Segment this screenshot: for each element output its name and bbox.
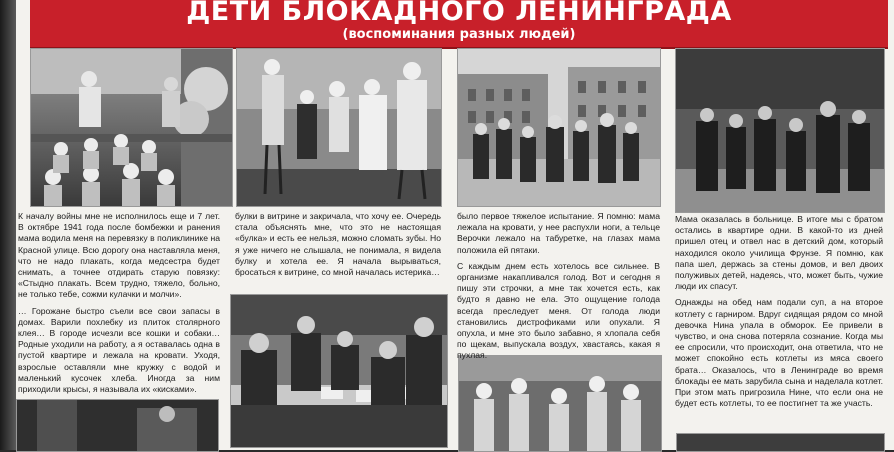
photo-bottom-right: [676, 433, 885, 452]
photo-children-hospital: [236, 48, 442, 207]
photo-children-street: [457, 48, 661, 207]
story-paragraph: булки в витрине и закричала, что хочу ее. Очередь стала объяснять мне, что это не настоящая «булка» и есть ее нельзя, можно сломать зубы. Но я уже ничего не слышала, не понимала, я видела булку и хотела ее. Я начала вырываться, бросаться к витрине, со мной началась истерика…: [235, 211, 441, 278]
photo-children-at-table: [230, 294, 448, 448]
story-paragraph: К началу войны мне не исполнилось еще и 7 лет. В октябре 1941 года после бомбежки и ранения мама водила меня на перевязку в поликлинике на Красной улице. Всю дорогу она наставляла меня, что не надо плакать, когда медсестра будет снимать, а точнее отдирать старую повязку: «Стыдно плакать. Всем трудно, тяжело, больно, не только тебе, сожми кулачки и молчи».: [18, 211, 220, 300]
poster-subtitle: (воспоминания разных людей): [342, 27, 576, 42]
story-column-1: [18, 211, 220, 400]
story-column-3: [457, 211, 660, 367]
story-column-2: [235, 211, 441, 283]
story-paragraph: было первое тяжелое испытание. Я помню: мама лежала на кровати, у нее распухли ноги, а тельце Верочки лежало на табуретке, на глазах мама положила ей пятаки.: [457, 211, 660, 255]
title-banner: [30, 0, 888, 49]
story-paragraph: Однажды на обед нам подали суп, а на второе котлету с гарниром. Вдруг сидящая рядом со мной девочка Нина упала в обморок. Ее привели в чувство, и она снова потеряла сознание. Когда мы ее спросили, что происходит, она ответила, что не может спокойно есть котлеты из мяса своего брата… Оказалось, что в Ленинграде во время блокады ее мать зарубила сына и наделала котлет. При этом мать пригрозила Нине, что если она не будет есть котлеты, то ее постигнет та же участь.: [675, 297, 883, 409]
photo-children-ward: [458, 355, 662, 452]
story-paragraph: … Горожане быстро съели все свои запасы в домах. Варили похлебку из плиток столярного клея… В городе исчезли все кошки и собаки… Родные уходили на работу, а я оставалась одна в пустой квартире и лежала на кровати. Уходя, взрослые оставляли мне кружку с водой и маленький кусочек хлеба. Иногда за ним приходили крысы, я называла их «кисками».: [18, 305, 220, 395]
story-column-4: [675, 214, 883, 414]
poster: [16, 0, 894, 450]
photo-children-winter: [675, 48, 885, 213]
poster-title: ДЕТИ БЛОКАДНОГО ЛЕНИНГРАДА: [186, 0, 732, 27]
poster-edge: [0, 0, 16, 450]
photo-bottom-left: [16, 399, 219, 452]
story-paragraph: С каждым днем есть хотелось все сильнее. В организме накапливался голод. Вот и сегодня я пишу эти строчки, а мне так хочется есть, как будто я давно не ела. Это ощущение голода всегда преследует меня. От голода люди становились дистрофиками или опухали. Я опухла, и мне это было забавно, я хлопала себя по щекам, выпускала воздух, хвастаясь, какая я пухлая.: [457, 260, 660, 361]
story-paragraph: Мама оказалась в больнице. В итоге мы с братом остались в квартире одни. В какой-то из дней пришел отец и отвел нас в детский дом, который находился около училища Фрунзе. Я помню, как папа шел, держась за стены домов, и вел двоих полуживых детей, надеясь, что, может быть, чужие люди их спасут.: [675, 214, 883, 292]
photo-children-nursery: [30, 48, 233, 207]
